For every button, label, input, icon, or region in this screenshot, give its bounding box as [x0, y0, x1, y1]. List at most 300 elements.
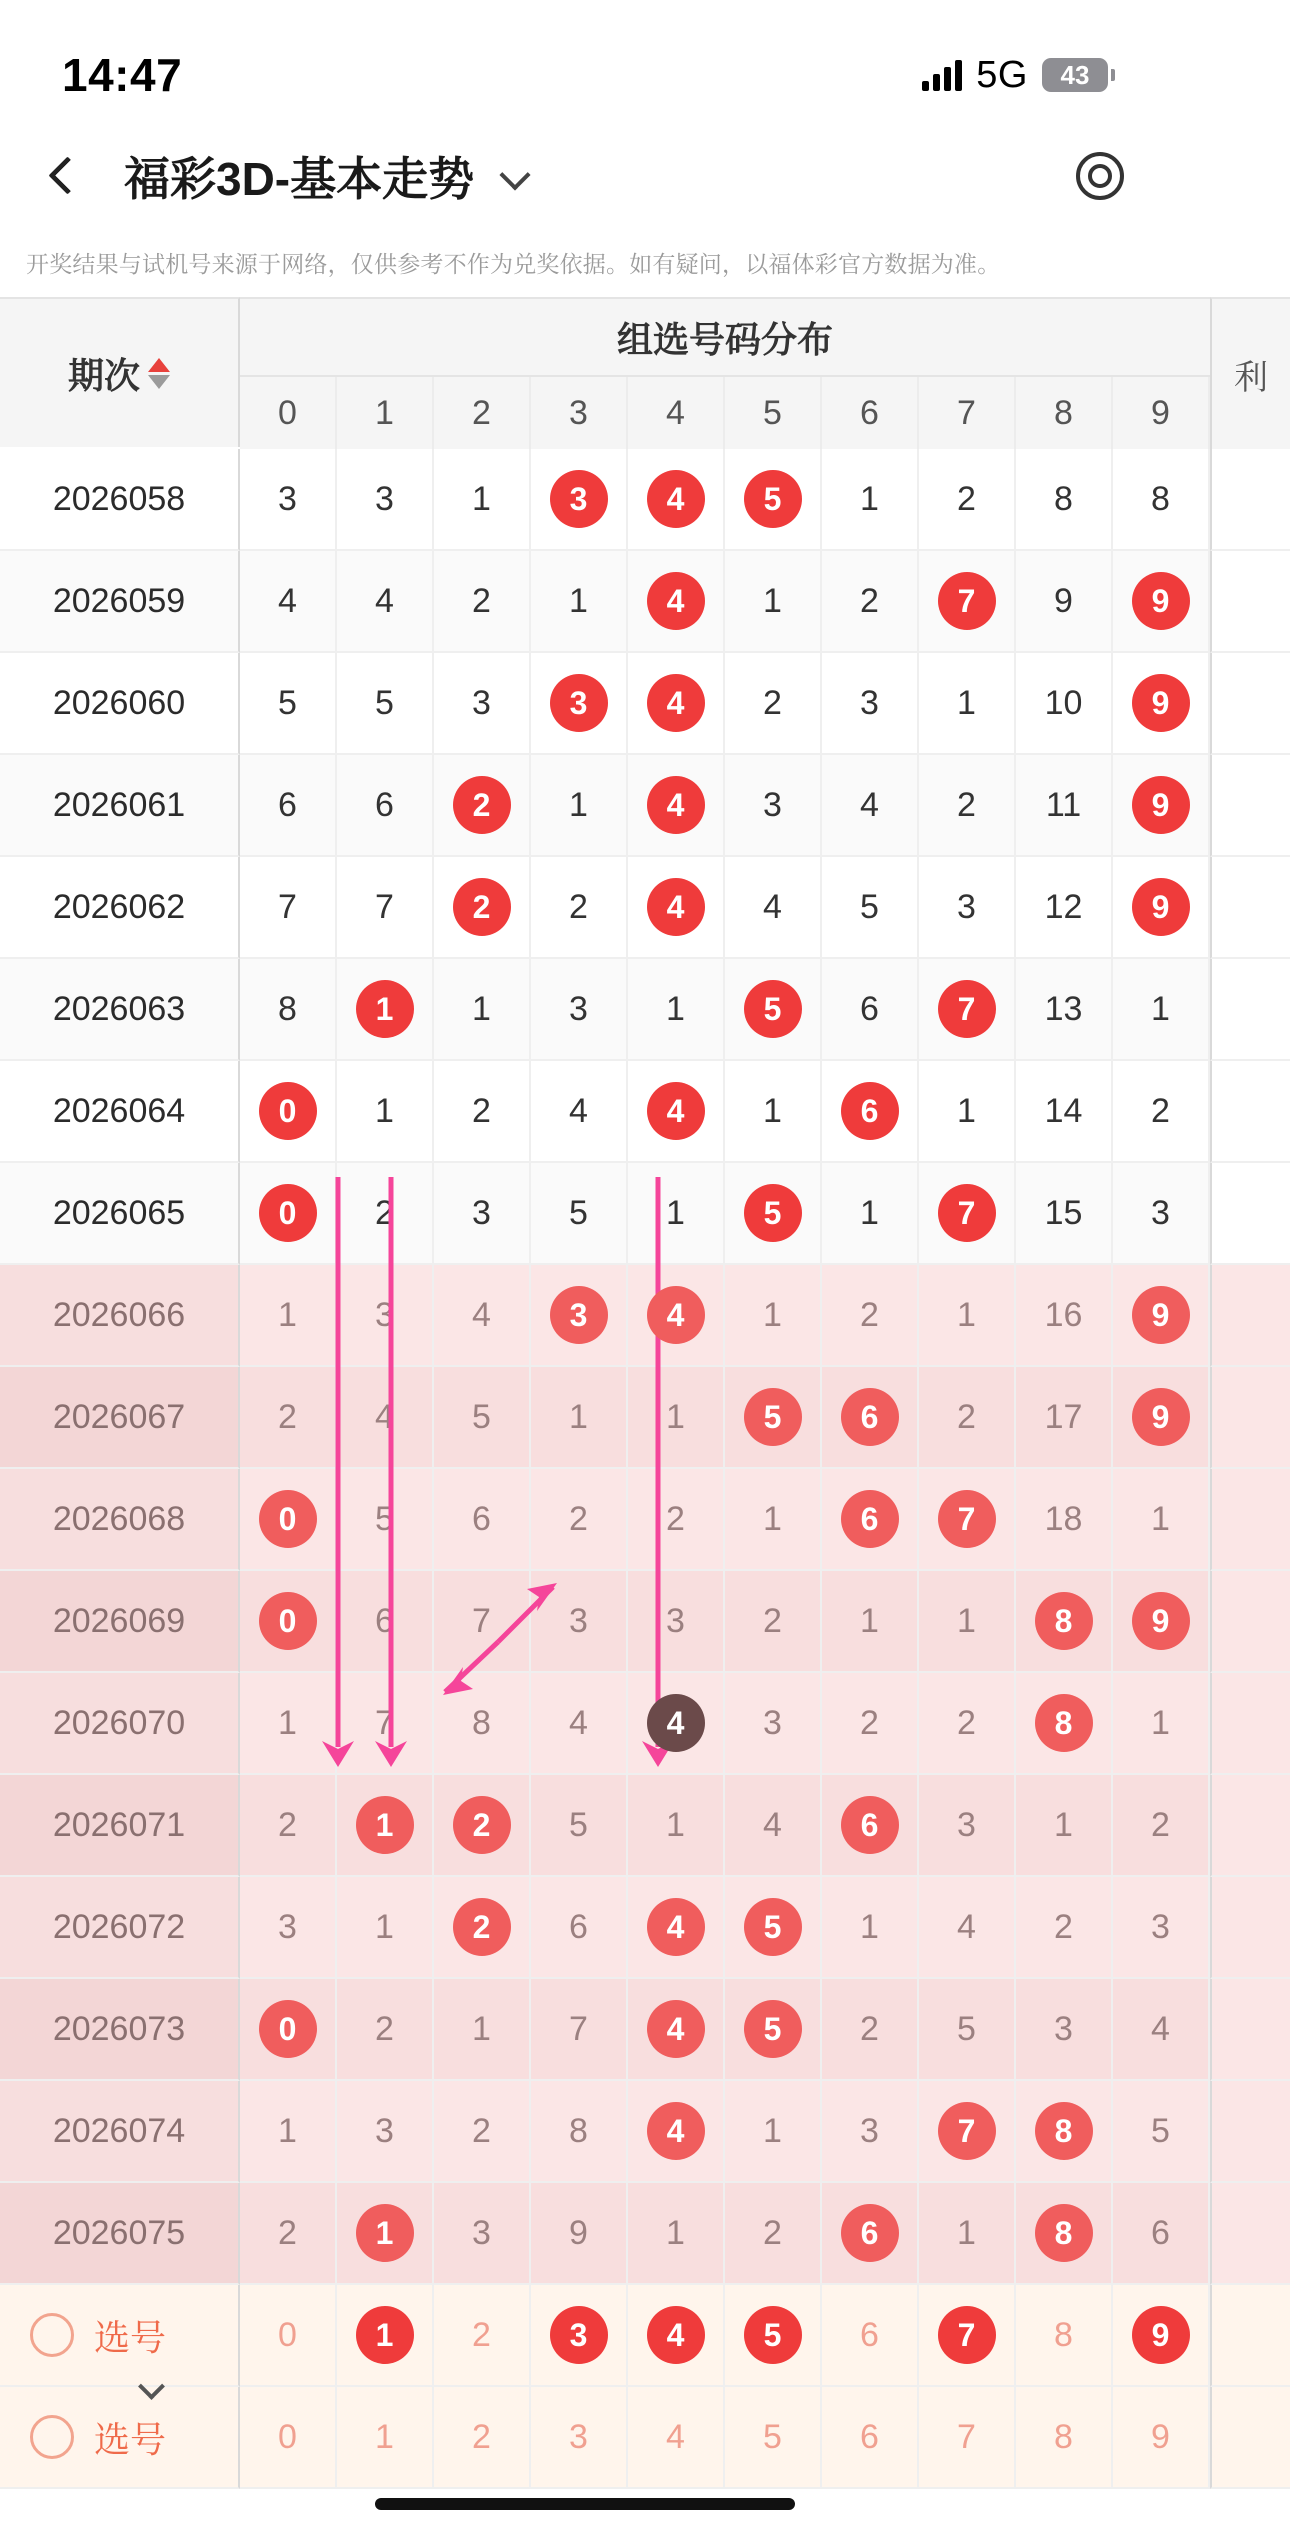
hit-ball: 0: [259, 1082, 317, 1140]
digit-cell[interactable]: 4: [725, 1775, 822, 1877]
pick-digit-cell[interactable]: 4: [628, 2387, 725, 2489]
digit-cell[interactable]: 3: [240, 449, 337, 551]
digit-cell[interactable]: 11: [1016, 755, 1113, 857]
digit-cell[interactable]: [1016, 1571, 1113, 1673]
digit-cell[interactable]: 2: [919, 1367, 1016, 1469]
digit-cells: [240, 653, 1210, 755]
digit-cell[interactable]: 2: [725, 2183, 822, 2285]
digit-cell[interactable]: [531, 449, 628, 551]
pick-digit-cell[interactable]: 2: [434, 2285, 531, 2387]
digit-cell[interactable]: 6: [337, 755, 434, 857]
pick-digit-cell[interactable]: 7: [919, 2387, 1016, 2489]
chevron-down-icon[interactable]: [502, 162, 530, 190]
digit-cell[interactable]: 7: [240, 857, 337, 959]
digit-cells: [240, 1775, 1210, 1877]
table-row[interactable]: [0, 1367, 1290, 1469]
digit-cell[interactable]: [1113, 653, 1210, 755]
digit-cell[interactable]: [531, 1265, 628, 1367]
hit-ball: 9: [1132, 1388, 1190, 1446]
digit-cell[interactable]: [725, 959, 822, 1061]
selected-ball[interactable]: 7: [938, 2306, 996, 2364]
table-row[interactable]: [0, 653, 1290, 755]
hit-ball: 2: [453, 878, 511, 936]
digit-cell[interactable]: 3: [434, 2183, 531, 2285]
back-chevron-icon[interactable]: [44, 156, 84, 196]
digit-cells: [240, 1877, 1210, 1979]
digit-cell[interactable]: 2: [725, 653, 822, 755]
digit-cell[interactable]: 4: [531, 1061, 628, 1163]
digit-cell[interactable]: 1: [240, 1265, 337, 1367]
digit-cell[interactable]: 5: [822, 857, 919, 959]
digit-cell[interactable]: 15: [1016, 1163, 1113, 1265]
digit-cell[interactable]: 1: [725, 551, 822, 653]
pick-row-label: 选号: [94, 2418, 167, 2460]
digit-cell[interactable]: 2: [240, 1367, 337, 1469]
pick-digit-cell[interactable]: 8: [1016, 2387, 1113, 2489]
digit-cell[interactable]: 1: [822, 1571, 919, 1673]
digit-cell[interactable]: 3: [1016, 1979, 1113, 2081]
digit-cell[interactable]: 3: [434, 1163, 531, 1265]
digit-cell[interactable]: 1: [628, 1163, 725, 1265]
digit-cell[interactable]: [919, 1469, 1016, 1571]
digit-cell[interactable]: [725, 449, 822, 551]
digit-cell[interactable]: 3: [822, 653, 919, 755]
digit-cell[interactable]: 8: [240, 959, 337, 1061]
selected-ball[interactable]: 1: [356, 2306, 414, 2364]
row-tail: [1210, 1775, 1290, 1877]
digit-cell[interactable]: [1016, 2081, 1113, 2183]
digit-cell[interactable]: [919, 1163, 1016, 1265]
hit-ball: 1: [356, 980, 414, 1038]
pick-digit-cell[interactable]: 0: [240, 2285, 337, 2387]
hit-ball: 6: [841, 1490, 899, 1548]
period-cell: 2026072: [0, 1877, 240, 1979]
digit-cell[interactable]: 2: [1113, 1775, 1210, 1877]
digit-cell[interactable]: 3: [434, 653, 531, 755]
pick-digit-cell[interactable]: 1: [337, 2387, 434, 2489]
chevron-down-icon: [142, 2377, 164, 2399]
digit-cell[interactable]: 1: [628, 959, 725, 1061]
digit-cell[interactable]: 3: [531, 1571, 628, 1673]
table-row[interactable]: [0, 1163, 1290, 1265]
table-row[interactable]: [0, 1265, 1290, 1367]
digit-cell[interactable]: 1: [919, 2183, 1016, 2285]
digit-cells: [240, 1571, 1210, 1673]
digit-cell[interactable]: [240, 1061, 337, 1163]
digit-cell[interactable]: [628, 1877, 725, 1979]
digit-cell[interactable]: 1: [531, 755, 628, 857]
hit-ball: 4: [647, 2102, 705, 2160]
digit-cell[interactable]: 6: [434, 1469, 531, 1571]
digit-cell[interactable]: 4: [337, 551, 434, 653]
digit-cell[interactable]: 1: [725, 1469, 822, 1571]
digit-cell[interactable]: 5: [337, 1469, 434, 1571]
pick-row[interactable]: [0, 2387, 1290, 2489]
pick-digit-cell[interactable]: 0: [240, 2387, 337, 2489]
digit-cell[interactable]: [628, 2081, 725, 2183]
row-tail: [1210, 2285, 1290, 2387]
digit-cell[interactable]: 2: [628, 1469, 725, 1571]
digit-column-header: 5: [725, 377, 822, 449]
digit-cell[interactable]: 3: [919, 857, 1016, 959]
digit-cell[interactable]: [1113, 1265, 1210, 1367]
digit-cell[interactable]: 5: [531, 1775, 628, 1877]
battery-level: 43: [1060, 59, 1090, 90]
pick-digit-cell[interactable]: 2: [434, 2387, 531, 2489]
digit-cell[interactable]: 9: [1016, 551, 1113, 653]
digit-column-header: 2: [434, 377, 531, 449]
digit-cell[interactable]: [822, 1367, 919, 1469]
digit-cell[interactable]: [1016, 1673, 1113, 1775]
digit-cell[interactable]: 5: [240, 653, 337, 755]
pick-digit-cell[interactable]: [628, 2285, 725, 2387]
trend-table[interactable]: [0, 297, 1268, 2460]
hit-ball: 7: [938, 1490, 996, 1548]
digit-cell[interactable]: 17: [1016, 1367, 1113, 1469]
digit-cell[interactable]: 1: [240, 2081, 337, 2183]
digit-cell[interactable]: [919, 959, 1016, 1061]
digit-cell[interactable]: 3: [240, 1877, 337, 1979]
digit-cell[interactable]: 2: [822, 551, 919, 653]
digit-cell[interactable]: [1113, 551, 1210, 653]
pick-digit-cell[interactable]: 3: [531, 2387, 628, 2489]
digit-cell[interactable]: 4: [240, 551, 337, 653]
digit-cell[interactable]: 6: [337, 1571, 434, 1673]
digit-cell[interactable]: 5: [434, 1367, 531, 1469]
digit-cell[interactable]: 3: [919, 1775, 1016, 1877]
digit-cell[interactable]: [240, 1163, 337, 1265]
hit-ball: 4: [647, 1286, 705, 1344]
digit-cell[interactable]: 8: [434, 1673, 531, 1775]
digit-cell[interactable]: 3: [337, 1265, 434, 1367]
digit-cell[interactable]: [725, 1163, 822, 1265]
digit-cell[interactable]: 1: [1113, 1469, 1210, 1571]
digit-cell[interactable]: 6: [822, 959, 919, 1061]
digit-cell[interactable]: [240, 1571, 337, 1673]
digit-cell[interactable]: 3: [337, 449, 434, 551]
digit-cell[interactable]: 1: [531, 1367, 628, 1469]
digit-cell[interactable]: 6: [531, 1877, 628, 1979]
digit-cell[interactable]: 1: [628, 2183, 725, 2285]
digit-cell[interactable]: [822, 2183, 919, 2285]
digit-cell[interactable]: 2: [822, 1673, 919, 1775]
digit-cell[interactable]: 1: [434, 449, 531, 551]
radio-circle-icon[interactable]: [30, 2415, 74, 2459]
digit-cell[interactable]: [822, 1469, 919, 1571]
digit-cells: [240, 1163, 1210, 1265]
digit-column-header: 8: [1016, 377, 1113, 449]
row-tail: [1210, 857, 1290, 959]
digit-cell[interactable]: 4: [337, 1367, 434, 1469]
digit-cell[interactable]: [822, 1775, 919, 1877]
digit-cell[interactable]: 1: [628, 1367, 725, 1469]
table-row[interactable]: [0, 2081, 1290, 2183]
digit-cell[interactable]: 1: [628, 1775, 725, 1877]
battery-icon: [1042, 58, 1108, 92]
digit-cell[interactable]: [434, 1775, 531, 1877]
sort-arrows-icon[interactable]: [148, 358, 170, 389]
digit-cell[interactable]: [434, 1877, 531, 1979]
hit-ball: 4: [647, 1082, 705, 1140]
digit-cell[interactable]: [628, 1061, 725, 1163]
digit-cell[interactable]: [822, 1061, 919, 1163]
pick-digit-cell[interactable]: [531, 2285, 628, 2387]
digit-cell[interactable]: 2: [434, 1061, 531, 1163]
digit-cell[interactable]: 1: [725, 1061, 822, 1163]
digit-cell[interactable]: 4: [725, 857, 822, 959]
digit-cell[interactable]: [628, 1979, 725, 2081]
digit-cell[interactable]: [725, 1979, 822, 2081]
digit-cell[interactable]: 2: [240, 2183, 337, 2285]
table-row[interactable]: [0, 755, 1290, 857]
digit-cell[interactable]: [725, 1367, 822, 1469]
digit-cell[interactable]: 2: [531, 857, 628, 959]
digit-cell[interactable]: 1: [337, 1877, 434, 1979]
pick-digit-cell[interactable]: 6: [822, 2285, 919, 2387]
digit-cell[interactable]: 1: [434, 959, 531, 1061]
period-cell: 2026060: [0, 653, 240, 755]
digit-cell[interactable]: 2: [434, 551, 531, 653]
digit-cell[interactable]: 5: [1113, 2081, 1210, 2183]
table-row[interactable]: [0, 1673, 1290, 1775]
hit-ball: 8: [1035, 1592, 1093, 1650]
digit-cell[interactable]: 1: [919, 1265, 1016, 1367]
digit-cell[interactable]: 3: [1113, 1163, 1210, 1265]
digit-cell[interactable]: 3: [1113, 1877, 1210, 1979]
digit-cell[interactable]: 1: [919, 653, 1016, 755]
digit-cell[interactable]: 1: [1113, 1673, 1210, 1775]
gear-icon[interactable]: [1076, 152, 1124, 200]
digit-cell[interactable]: [1113, 1367, 1210, 1469]
digit-cell[interactable]: [337, 1775, 434, 1877]
digit-cell[interactable]: 4: [1113, 1979, 1210, 2081]
digit-cells: [240, 1979, 1210, 2081]
digit-cell[interactable]: [1016, 2183, 1113, 2285]
digit-cell[interactable]: 6: [240, 755, 337, 857]
digit-cell[interactable]: [725, 1877, 822, 1979]
hit-ball: 5: [744, 1184, 802, 1242]
right-partial-column-header: 利: [1210, 297, 1290, 449]
digit-cell[interactable]: 1: [725, 2081, 822, 2183]
table-row[interactable]: [0, 551, 1290, 653]
pick-digit-cell[interactable]: [919, 2285, 1016, 2387]
hit-ball: 3: [550, 470, 608, 528]
hit-ball: 1: [356, 1796, 414, 1854]
digit-cell[interactable]: [919, 551, 1016, 653]
digit-cell[interactable]: [337, 2183, 434, 2285]
digit-cell[interactable]: 1: [822, 1163, 919, 1265]
digit-cell[interactable]: 8: [531, 2081, 628, 2183]
period-cell: 2026065: [0, 1163, 240, 1265]
row-tail: [1210, 1163, 1290, 1265]
period-cell: 2026058: [0, 449, 240, 551]
digit-cell[interactable]: 8: [1113, 449, 1210, 551]
table-row[interactable]: [0, 959, 1290, 1061]
hit-ball: 5: [744, 1898, 802, 1956]
digit-cell[interactable]: 13: [1016, 959, 1113, 1061]
digit-cell[interactable]: 1: [919, 1061, 1016, 1163]
hit-ball: 0: [259, 1184, 317, 1242]
table-row[interactable]: [0, 1061, 1290, 1163]
period-cell: 2026075: [0, 2183, 240, 2285]
digit-cell[interactable]: [628, 551, 725, 653]
pick-digit-cell[interactable]: 8: [1016, 2285, 1113, 2387]
hit-ball: 9: [1132, 878, 1190, 936]
digit-cell[interactable]: 3: [337, 2081, 434, 2183]
pick-digit-cell[interactable]: [725, 2285, 822, 2387]
table-row[interactable]: [0, 1877, 1290, 1979]
radio-circle-icon[interactable]: [30, 2313, 74, 2357]
digit-cell[interactable]: 2: [1113, 1061, 1210, 1163]
hit-ball: 0: [259, 1490, 317, 1548]
digit-cell[interactable]: 16: [1016, 1265, 1113, 1367]
digit-cell[interactable]: 7: [531, 1979, 628, 2081]
table-row[interactable]: [0, 1469, 1290, 1571]
digit-cell[interactable]: 3: [822, 2081, 919, 2183]
selected-ball[interactable]: 4: [647, 2306, 705, 2364]
pick-digit-cell[interactable]: [1113, 2285, 1210, 2387]
pick-digit-cell[interactable]: 9: [1113, 2387, 1210, 2489]
digit-cell[interactable]: 6: [1113, 2183, 1210, 2285]
digit-cell[interactable]: 2: [919, 449, 1016, 551]
digit-cell[interactable]: 2: [822, 1265, 919, 1367]
digit-cell[interactable]: 4: [822, 755, 919, 857]
digit-cell[interactable]: [434, 857, 531, 959]
digit-cell[interactable]: 2: [434, 2081, 531, 2183]
digit-cell[interactable]: 7: [337, 857, 434, 959]
digit-cell[interactable]: 2: [725, 1571, 822, 1673]
pick-row[interactable]: [0, 2285, 1290, 2387]
pick-digit-cells: [240, 2387, 1210, 2489]
digit-cell[interactable]: [628, 857, 725, 959]
digit-cell[interactable]: 1: [1113, 959, 1210, 1061]
hit-ball: 3: [550, 1286, 608, 1344]
digit-cell[interactable]: 2: [822, 1979, 919, 2081]
digit-cell[interactable]: 3: [628, 1571, 725, 1673]
digit-cell[interactable]: 2: [919, 1673, 1016, 1775]
digit-cell[interactable]: 2: [531, 1469, 628, 1571]
hit-ball: 9: [1132, 1592, 1190, 1650]
table-row[interactable]: [0, 1571, 1290, 1673]
digit-cell[interactable]: 1: [725, 1265, 822, 1367]
selected-ball[interactable]: 9: [1132, 2306, 1190, 2364]
digit-cell[interactable]: [240, 1469, 337, 1571]
digit-cell[interactable]: 12: [1016, 857, 1113, 959]
digit-cell[interactable]: 1: [1016, 1775, 1113, 1877]
digit-cell[interactable]: 1: [240, 1673, 337, 1775]
hit-ball: 4: [647, 2000, 705, 2058]
digit-cell[interactable]: 3: [531, 959, 628, 1061]
digit-cell[interactable]: 3: [725, 755, 822, 857]
digit-cell[interactable]: 2: [919, 755, 1016, 857]
period-cell: 2026059: [0, 551, 240, 653]
period-cell: 2026068: [0, 1469, 240, 1571]
status-bar: [0, 0, 1170, 120]
digit-cell[interactable]: 3: [725, 1673, 822, 1775]
digit-cell[interactable]: 4: [919, 1877, 1016, 1979]
pick-row-label-cell[interactable]: [0, 2387, 240, 2489]
pick-digit-cell[interactable]: 5: [725, 2387, 822, 2489]
status-time: 14:47: [62, 49, 183, 101]
digit-cell[interactable]: 1: [919, 1571, 1016, 1673]
digit-cells: [240, 1673, 1210, 1775]
digit-cell[interactable]: [337, 959, 434, 1061]
digit-cell[interactable]: 10: [1016, 653, 1113, 755]
digit-cell[interactable]: 4: [434, 1265, 531, 1367]
hit-ball: 4: [647, 470, 705, 528]
row-tail: [1210, 1469, 1290, 1571]
digit-cell[interactable]: 7: [337, 1673, 434, 1775]
digit-cell[interactable]: [628, 755, 725, 857]
digit-cell[interactable]: 5: [531, 1163, 628, 1265]
pick-digit-cell[interactable]: [337, 2285, 434, 2387]
digit-cells: [240, 1367, 1210, 1469]
digit-cell[interactable]: 1: [337, 1061, 434, 1163]
digit-cell[interactable]: [1113, 755, 1210, 857]
period-column-header[interactable]: [0, 297, 240, 447]
pick-row-label-cell[interactable]: [0, 2285, 240, 2387]
digit-cell[interactable]: 1: [434, 1979, 531, 2081]
digit-cell[interactable]: [919, 2081, 1016, 2183]
digit-cell[interactable]: [628, 449, 725, 551]
digit-cell[interactable]: 9: [531, 2183, 628, 2285]
digit-cell[interactable]: 18: [1016, 1469, 1113, 1571]
digit-cell[interactable]: 1: [822, 449, 919, 551]
digit-cell[interactable]: [628, 1673, 725, 1775]
cellular-signal-icon: [922, 59, 962, 91]
hit-ball: 7: [938, 1184, 996, 1242]
digit-cells: [240, 2081, 1210, 2183]
selected-ball[interactable]: 5: [744, 2306, 802, 2364]
digit-cell[interactable]: [240, 1979, 337, 2081]
table-row[interactable]: [0, 449, 1290, 551]
digit-cell[interactable]: [628, 1265, 725, 1367]
table-row[interactable]: [0, 857, 1290, 959]
digit-cell[interactable]: 5: [337, 653, 434, 755]
selected-ball[interactable]: 3: [550, 2306, 608, 2364]
digit-cell[interactable]: [1113, 857, 1210, 959]
digit-cell[interactable]: [628, 653, 725, 755]
digit-cell[interactable]: 14: [1016, 1061, 1113, 1163]
table-body[interactable]: [0, 449, 1170, 2489]
table-header: [0, 297, 1290, 449]
digit-cell[interactable]: [1113, 1571, 1210, 1673]
pick-digit-cell[interactable]: 6: [822, 2387, 919, 2489]
digit-cell[interactable]: 2: [240, 1775, 337, 1877]
digit-cell[interactable]: 1: [531, 551, 628, 653]
table-row[interactable]: [0, 1979, 1290, 2081]
digit-cells: [240, 2183, 1210, 2285]
digit-cell[interactable]: [434, 755, 531, 857]
digit-cell[interactable]: 1: [822, 1877, 919, 1979]
pick-digit-cells: [240, 2285, 1210, 2387]
table-row[interactable]: [0, 2183, 1290, 2285]
network-type-label: 5G: [976, 53, 1028, 96]
digit-cell[interactable]: 7: [434, 1571, 531, 1673]
digit-column-header: 4: [628, 377, 725, 449]
row-tail: [1210, 1367, 1290, 1469]
digit-cell[interactable]: 2: [337, 1979, 434, 2081]
period-cell: 2026066: [0, 1265, 240, 1367]
digit-cell[interactable]: 4: [531, 1673, 628, 1775]
digit-cell[interactable]: [531, 653, 628, 755]
hit-ball: 9: [1132, 572, 1190, 630]
digit-cell[interactable]: 8: [1016, 449, 1113, 551]
digit-cell[interactable]: 2: [1016, 1877, 1113, 1979]
table-row[interactable]: [0, 1775, 1290, 1877]
digit-cell[interactable]: 2: [337, 1163, 434, 1265]
digit-cell[interactable]: 5: [919, 1979, 1016, 2081]
